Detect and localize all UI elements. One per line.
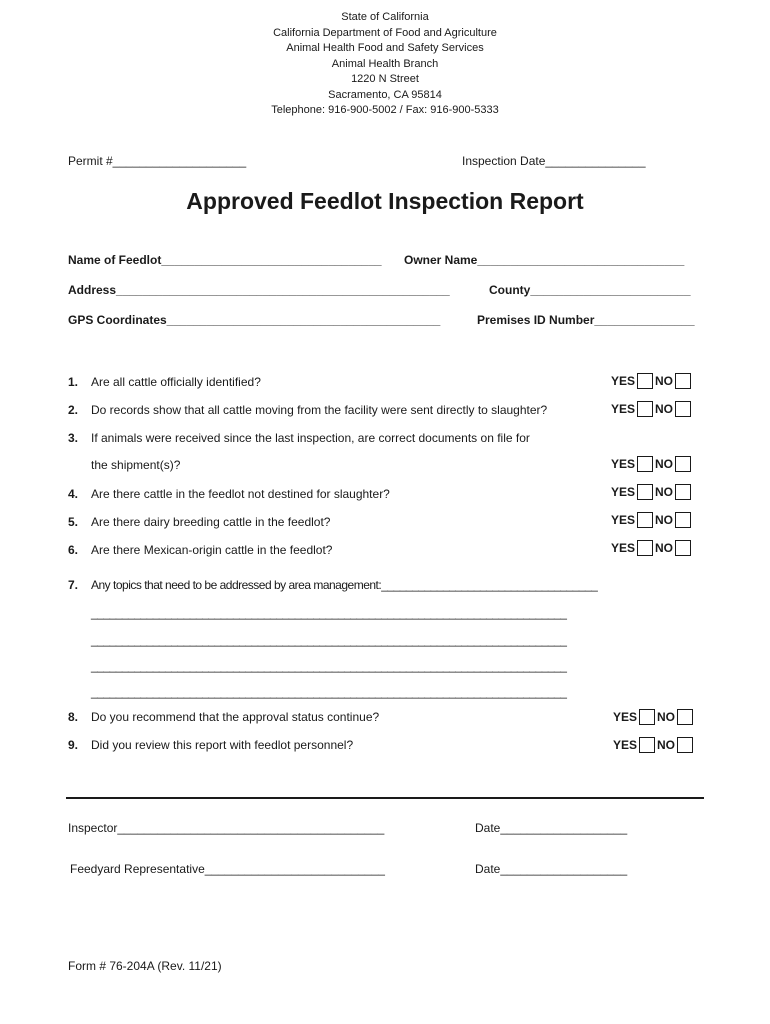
representative-date-field[interactable]: Date___________________ <box>475 862 628 876</box>
section-divider <box>66 797 704 799</box>
question-text: Do you recommend that the approval status continue? <box>91 710 380 724</box>
question-text: Are all cattle officially identified? <box>91 375 261 389</box>
no-label: NO <box>657 738 676 752</box>
yes-label: YES <box>611 541 636 555</box>
yes-checkbox[interactable] <box>637 512 653 528</box>
yes-no-group <box>611 373 691 389</box>
form-number: Form # 76-204A (Rev. 11/21) <box>68 959 222 973</box>
yes-checkbox[interactable] <box>637 540 653 556</box>
question-number: 7. <box>68 578 79 592</box>
no-checkbox[interactable] <box>675 484 691 500</box>
header-line: Animal Health Food and Safety Services <box>286 42 484 54</box>
question-text-continued: the shipment(s)? <box>91 458 181 472</box>
header-line: State of California <box>341 11 429 23</box>
yes-checkbox[interactable] <box>639 737 655 753</box>
permit-field[interactable]: Permit #____________________ <box>68 154 247 168</box>
question-number: 8. <box>68 710 79 724</box>
county-field[interactable]: County________________________ <box>489 283 691 297</box>
question-text: If animals were received since the last inspection, are correct documents on file for <box>91 431 530 445</box>
inspection-date-field[interactable]: Inspection Date_______________ <box>462 154 646 168</box>
question-number: 9. <box>68 738 79 752</box>
yes-no-group <box>613 737 693 753</box>
no-checkbox[interactable] <box>675 401 691 417</box>
no-checkbox[interactable] <box>677 709 693 725</box>
no-label: NO <box>655 457 674 471</box>
yes-checkbox[interactable] <box>637 401 653 417</box>
no-checkbox[interactable] <box>675 373 691 389</box>
topics-line[interactable]: _____________________________________________________________________________ <box>91 633 567 647</box>
question-number: 6. <box>68 543 79 557</box>
question-text: Are there Mexican-origin cattle in the feedlot? <box>91 543 333 557</box>
question-number: 2. <box>68 403 79 417</box>
no-checkbox[interactable] <box>677 737 693 753</box>
page-title: Approved Feedlot Inspection Report <box>186 188 584 214</box>
inspector-signature-field[interactable]: Inspector________________________________________ <box>68 821 385 835</box>
no-label: NO <box>655 402 674 416</box>
yes-no-group <box>611 456 691 472</box>
yes-label: YES <box>611 402 636 416</box>
gps-coordinates-field[interactable]: GPS Coordinates_________________________________________ <box>68 313 441 327</box>
yes-no-group <box>611 484 691 500</box>
premises-id-field[interactable]: Premises ID Number_______________ <box>477 313 695 327</box>
no-label: NO <box>655 541 674 555</box>
header-line: 1220 N Street <box>351 73 419 85</box>
owner-name-field[interactable]: Owner Name_______________________________ <box>404 253 685 267</box>
question-number: 5. <box>68 515 79 529</box>
topics-field[interactable]: Any topics that need to be addressed by area management:___________________________________ <box>91 578 598 592</box>
yes-no-group <box>613 709 693 725</box>
inspector-date-field[interactable]: Date___________________ <box>475 821 628 835</box>
question-number: 3. <box>68 431 79 445</box>
question-number: 4. <box>68 487 79 501</box>
yes-label: YES <box>611 513 636 527</box>
feedlot-name-field[interactable]: Name of Feedlot_________________________________ <box>68 253 382 267</box>
header-line: Telephone: 916-900-5002 / Fax: 916-900-5333 <box>271 104 499 116</box>
yes-label: YES <box>611 457 636 471</box>
yes-label: YES <box>613 710 638 724</box>
no-label: NO <box>657 710 676 724</box>
question-text: Did you review this report with feedlot personnel? <box>91 738 354 752</box>
agency-header <box>0 10 770 119</box>
yes-checkbox[interactable] <box>639 709 655 725</box>
question-number: 1. <box>68 375 79 389</box>
topics-line[interactable]: _____________________________________________________________________________ <box>91 659 567 673</box>
no-label: NO <box>655 485 674 499</box>
yes-label: YES <box>613 738 638 752</box>
no-label: NO <box>655 513 674 527</box>
no-checkbox[interactable] <box>675 456 691 472</box>
representative-signature-field[interactable]: Feedyard Representative___________________________ <box>70 862 385 876</box>
topics-line[interactable]: _____________________________________________________________________________ <box>91 606 567 620</box>
yes-no-group <box>611 401 691 417</box>
question-text: Do records show that all cattle moving from the facility were sent directly to slaughter? <box>91 403 548 417</box>
yes-no-group <box>611 540 691 556</box>
address-field[interactable]: Address__________________________________________________ <box>68 283 450 297</box>
header-line: Animal Health Branch <box>331 57 439 70</box>
question-text: Are there dairy breeding cattle in the feedlot? <box>91 515 331 529</box>
no-checkbox[interactable] <box>675 512 691 528</box>
no-label: NO <box>655 374 674 388</box>
yes-checkbox[interactable] <box>637 373 653 389</box>
yes-checkbox[interactable] <box>637 484 653 500</box>
yes-label: YES <box>611 485 636 499</box>
yes-label: YES <box>611 374 636 388</box>
yes-no-group <box>611 512 691 528</box>
no-checkbox[interactable] <box>675 540 691 556</box>
header-line: Sacramento, CA 95814 <box>328 88 442 101</box>
question-text: Are there cattle in the feedlot not destined for slaughter? <box>91 487 390 501</box>
header-line: California Department of Food and Agriculture <box>273 26 497 39</box>
yes-checkbox[interactable] <box>637 456 653 472</box>
topics-line[interactable]: _____________________________________________________________________________ <box>91 685 567 699</box>
